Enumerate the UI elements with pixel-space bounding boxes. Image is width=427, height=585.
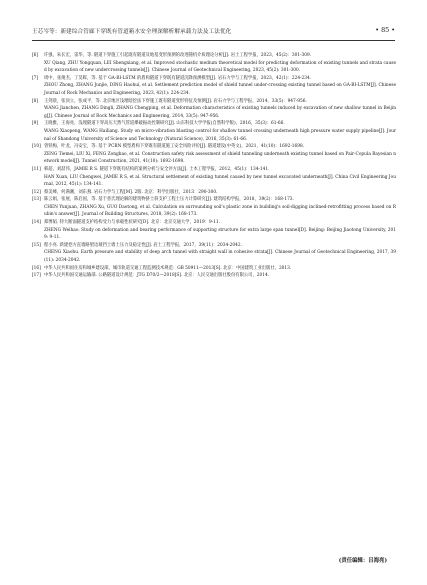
reference-number: [8] [32, 98, 39, 104]
reference-item [32, 98, 396, 121]
reference-citation-english: WANG Xiaopeng, WANG Hailiang. Study on micro-vibration blasting control for shallow tunnel crossing underneath high pressure water supply pipeline[J]. Journal of Shandong University of Science and Technology (Natural Science), 2016, 35(3): 61-66. [44, 128, 396, 142]
reference-citation: 许强，朱长宏，雷华，等. 隧道下穿施工引起既有隧道及地基变形预测的改进随机介质理论分析[J]. 岩土工程学报，2023，45(2)：301-309. [44, 53, 312, 58]
reference-item [32, 75, 396, 98]
reference-number: [15] [32, 242, 41, 248]
reference-number: [11] [32, 166, 41, 172]
reference-item [32, 52, 396, 75]
reference-citation: 郑博韬. 特大断面隧道支护结构受力与承载性状研究[D]. 北京：北京交通大学，2019：9-11. [44, 220, 221, 226]
reference-citation-english: HAN Xuan, LIU Chengwei, JAMIE R S, et al. Structural settlement of existing tunnel caused by new tunnel excavated underneath[J]. China Civil Engineering Journal, 2012, 45(1): 134-141. [44, 174, 396, 188]
reference-citation: 王晓雅，王海亮，浅埋隧道下穿高压天然气管道爆破振动控制研究[J]. 山东科技大学学报(自然科学版)，2016，35(3)：61-66. [44, 121, 285, 127]
reference-citation-english: CHEN Yunjuan, ZHANG Xu, GUO Daotong, et al. Calculation on surrounding soil's plastic zone in building's soil-digging inclined-retrofitting process based on Rubin's answer[J]. Journal of Building Structures, 2018, 39(2): 168-173. [44, 204, 396, 218]
reference-item [32, 189, 396, 197]
reference-number: [12] [32, 189, 41, 195]
reference-number: [14] [32, 220, 41, 226]
reference-item [32, 196, 396, 219]
reference-citation: 周中，张俊杰，丁昊晖，等. 基于 GA-BI-LSTM 的盾构隧道下穿既有隧道沉降预测模型[J]. 岩石力学与工程学报，2023，42(1)：224-234. [44, 75, 312, 81]
reference-item [32, 219, 396, 242]
reference-citation: 陈云娟，张展，陈启国，等. 基于普氏理论解的建筑物挤土斜支护工程土压力计算研究[J]. 建筑结构学报，2018，39(2)：168-173. [44, 197, 294, 203]
reference-number: [13] [32, 197, 41, 203]
reference-number: [6] [32, 53, 39, 58]
reference-item [32, 242, 396, 265]
reference-list [32, 52, 396, 280]
page-header [32, 26, 395, 41]
reference-citation: 王剑晨，张顶立，张成平，等. 北京地区浅埋暗挖法下穿施工既有隧道变形特征及预测[J]. 岩石力学与工程学报，2014，33(5)：947-956. [44, 98, 307, 104]
reference-number: [17] [32, 273, 41, 279]
reference-citation-english: CHENG Xiaohu. Earth pressure and stability of deep arch tunnel with straight wall in cohesive strata[J]. Chinese Journal of Geotechnical Engineering, 2017, 39(11): 2034-2042. [44, 250, 396, 264]
reference-item [32, 272, 396, 280]
reference-citation-english: XU Qiang, ZHU Yongquan, LEI Shengxiang, et al. Improved stochastic medium theoretical model for predicting deformation of existing tunnels and strata caused by excavation of new undercrossing tunnels[J]. Chinese Journal of Geotechnical Engineering, 2023, 45(2): 301-300. [44, 60, 396, 74]
responsible-editor: (责任编辑：吕海亮) [338, 558, 387, 564]
reference-citation: 韩超，刘喆伟，JAMIE R S. 隧道下穿既有结构的案例分析与安全评方法[J]. 土木工程学报，2012，45(1)：134-141. [44, 166, 270, 172]
reference-citation-english: ZENG Tiemei, LIU Xi, FENG Zonghao, et al. Construction safety risk assessment of shield tunneling underneath existing tunnel based on Pair-Copula Bayesian network model[J]. Tunnel Construction, 2021, 41(10): 1692-1698. [44, 151, 396, 165]
page-number: • 85 • [375, 26, 395, 34]
reference-citation: 程小亮. 新建挖方直墙路堑边坡挡土墙土压力及稳定性[J]. 岩土工程学报，2017，39(11)：2034-2042. [44, 242, 242, 248]
running-title: 王芯岑等：新建综合管廊下穿既有管道箱水安全理深解析解承载力法及工法优化 [32, 29, 232, 35]
reference-item [32, 120, 396, 143]
reference-citation: 中华人民共和国交通运输部. 公路隧道设计规范：JTG D70/2—2018[S]. 北京：人民交通出版社股份有限公司，2014. [44, 273, 270, 279]
reference-item [32, 166, 396, 189]
reference-citation: 中华人民共和国住房和城乡建设部，城市轨道交通工程监测技术规范：GB 50911—2013[S]. 北京：中国建筑工业出版社，2013. [44, 265, 292, 271]
reference-item [32, 143, 396, 166]
reference-number: [10] [32, 144, 41, 150]
reference-citation-english: WANG Jianchen, ZHANG Dingli, ZHANG Chengping, et al. Deformation characteristics of existing tunnels induced by excavation of new shallow tunnel in Beijing[J]. Chinese Journal of Rock Mechanics and Engineering, 2014, 33(5): 947-956. [44, 106, 396, 119]
reference-citation-english: ZHOU Zhong, ZHANG Junjie, DING Haohui, et al. Settlement prediction model of shield tunnel under-crossing existing tunnel based on GA-BI-LSTM[J]. Chinese Journal of Rock Mechanics and Engineering, 2023, 42(1): 224-234. [44, 83, 396, 96]
reference-number: [7] [32, 75, 39, 81]
reference-citation: 蔡美峰，何满潮，刘东燕. 岩石力学与工程[M]. 2版. 北京：科学出版社，2013：290-300. [44, 189, 218, 195]
reference-citation: 曾铁梅，叶龙，冯安宝，等. 基于 PCBN 模型盾构下穿既有隧道施工安全风险评价[J]. 隧道建设(中英文)，2021，41(10)：1692-1698. [44, 144, 305, 150]
reference-number: [9] [32, 121, 39, 127]
reference-number: [16] [32, 265, 41, 271]
reference-item [32, 265, 396, 273]
reference-citation-english: ZHENG Weihao. Study on deformation and bearing performance of supporting structure for extra large span tunnel[D]. Beijing: Beijing Jiaotong University, 2019: 9-11. [44, 227, 396, 241]
